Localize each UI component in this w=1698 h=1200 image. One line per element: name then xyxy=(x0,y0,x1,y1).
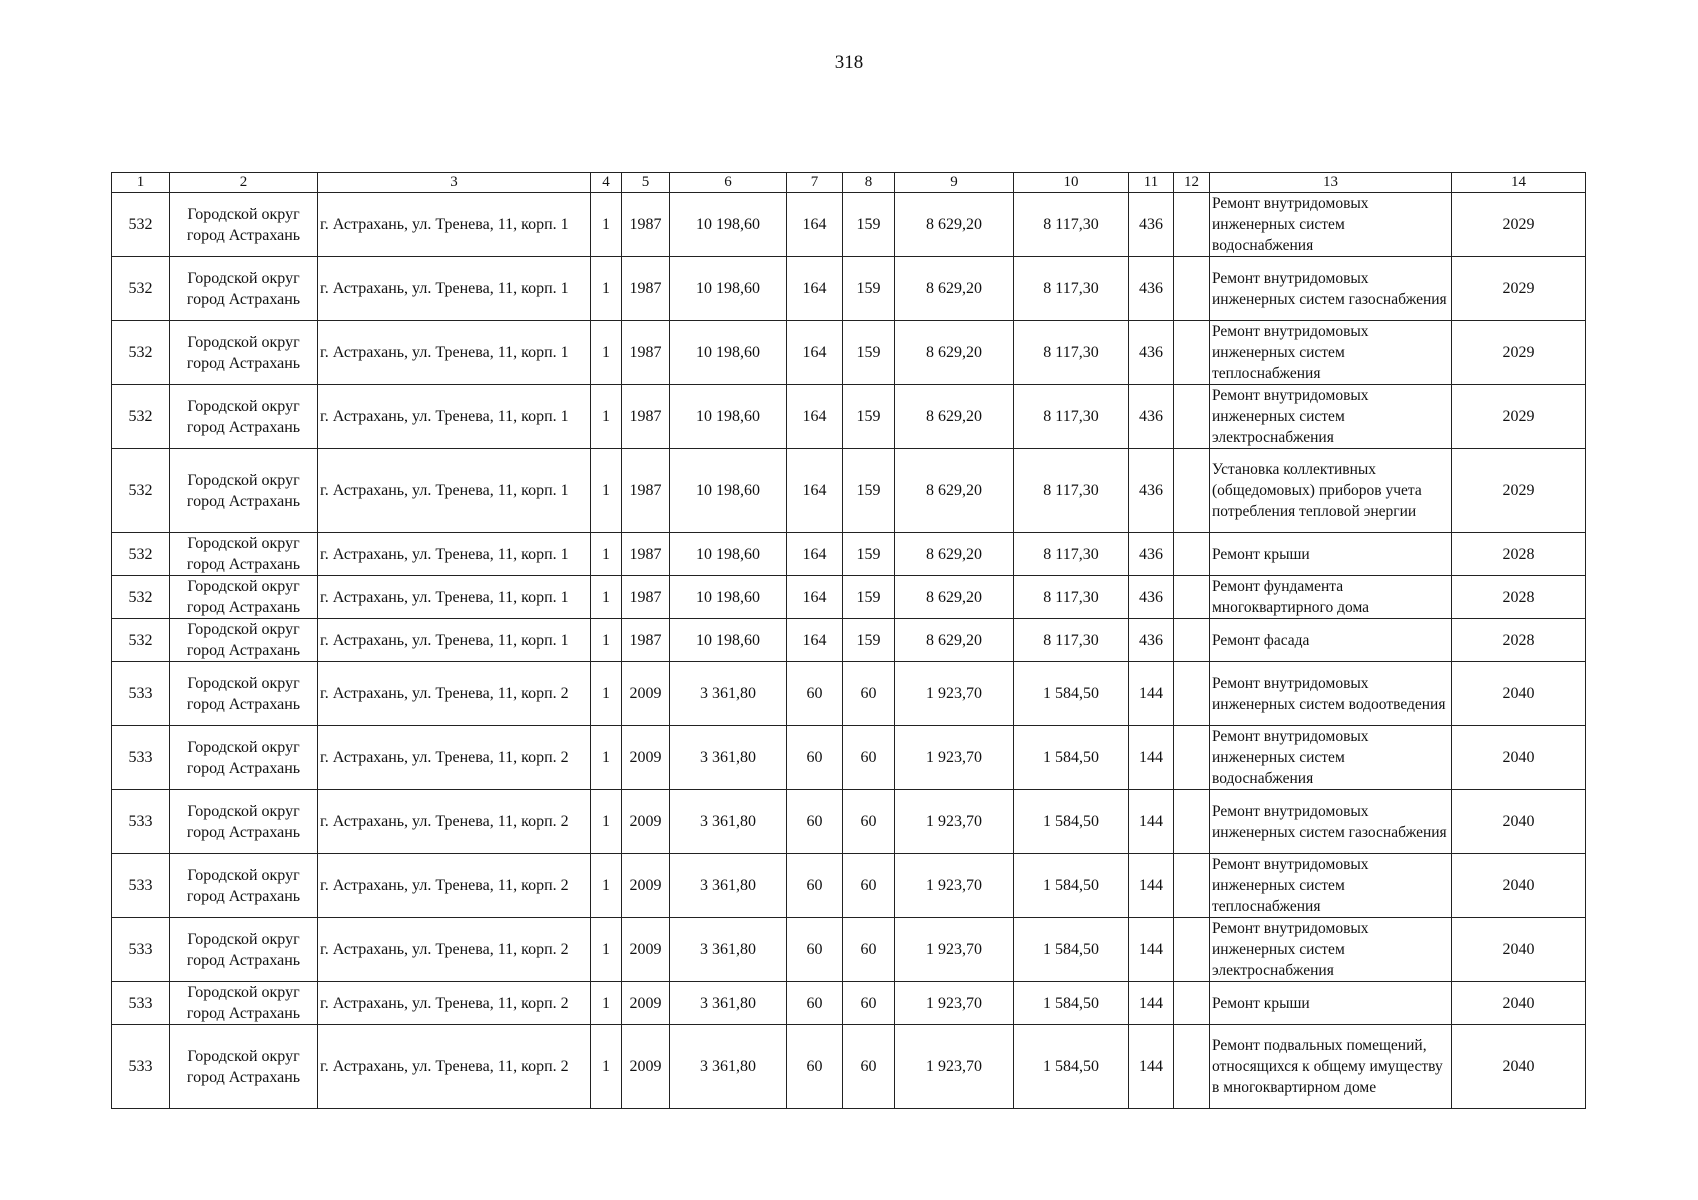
plan-year-cell: 2028 xyxy=(1452,533,1586,576)
work-type-cell: Ремонт крыши xyxy=(1210,533,1452,576)
col7-cell: 164 xyxy=(787,449,843,533)
col8-cell: 159 xyxy=(843,449,895,533)
col12-cell xyxy=(1174,854,1210,918)
municipality-cell: Городской округ город Астрахань xyxy=(170,533,318,576)
col7-cell: 60 xyxy=(787,790,843,854)
column-header: 10 xyxy=(1014,173,1129,193)
col4-cell: 1 xyxy=(591,662,622,726)
address-cell: г. Астрахань, ул. Тренева, 11, корп. 2 xyxy=(318,982,591,1025)
col7-cell: 164 xyxy=(787,619,843,662)
col7-cell: 164 xyxy=(787,385,843,449)
col4-cell: 1 xyxy=(591,385,622,449)
col7-cell: 164 xyxy=(787,321,843,385)
col9-cell: 1 923,70 xyxy=(895,982,1014,1025)
row-number-cell: 532 xyxy=(112,533,170,576)
table-row xyxy=(112,1025,1586,1109)
col4-cell: 1 xyxy=(591,790,622,854)
col9-cell: 8 629,20 xyxy=(895,193,1014,257)
col11-cell: 144 xyxy=(1129,662,1174,726)
col8-cell: 159 xyxy=(843,533,895,576)
municipality-cell: Городской округ город Астрахань xyxy=(170,662,318,726)
row-number-cell: 532 xyxy=(112,193,170,257)
address-cell: г. Астрахань, ул. Тренева, 11, корп. 2 xyxy=(318,1025,591,1109)
address-cell: г. Астрахань, ул. Тренева, 11, корп. 1 xyxy=(318,533,591,576)
column-header: 13 xyxy=(1210,173,1452,193)
col8-cell: 60 xyxy=(843,918,895,982)
plan-year-cell: 2040 xyxy=(1452,726,1586,790)
municipality-cell: Городской округ город Астрахань xyxy=(170,1025,318,1109)
col7-cell: 164 xyxy=(787,533,843,576)
col7-cell: 60 xyxy=(787,918,843,982)
col4-cell: 1 xyxy=(591,257,622,321)
col12-cell xyxy=(1174,982,1210,1025)
plan-year-cell: 2040 xyxy=(1452,662,1586,726)
col12-cell xyxy=(1174,662,1210,726)
municipality-cell: Городской округ город Астрахань xyxy=(170,576,318,619)
col12-cell xyxy=(1174,193,1210,257)
col6-cell: 10 198,60 xyxy=(670,619,787,662)
row-number-cell: 533 xyxy=(112,854,170,918)
plan-year-cell: 2040 xyxy=(1452,918,1586,982)
row-number-cell: 533 xyxy=(112,790,170,854)
col8-cell: 60 xyxy=(843,726,895,790)
col10-cell: 1 584,50 xyxy=(1014,726,1129,790)
col4-cell: 1 xyxy=(591,533,622,576)
col4-cell: 1 xyxy=(591,193,622,257)
year-cell: 2009 xyxy=(622,662,670,726)
year-cell: 1987 xyxy=(622,449,670,533)
work-type-cell: Ремонт внутридомовых инженерных систем теплоснабжения xyxy=(1210,321,1452,385)
column-header: 8 xyxy=(843,173,895,193)
plan-year-cell: 2040 xyxy=(1452,982,1586,1025)
col6-cell: 10 198,60 xyxy=(670,257,787,321)
row-number-cell: 532 xyxy=(112,385,170,449)
col4-cell: 1 xyxy=(591,1025,622,1109)
col6-cell: 3 361,80 xyxy=(670,1025,787,1109)
col7-cell: 164 xyxy=(787,576,843,619)
col6-cell: 3 361,80 xyxy=(670,662,787,726)
work-type-cell: Ремонт подвальных помещений, относящихся к общему имуществу в многоквартирном доме xyxy=(1210,1025,1452,1109)
col9-cell: 8 629,20 xyxy=(895,257,1014,321)
address-cell: г. Астрахань, ул. Тренева, 11, корп. 1 xyxy=(318,385,591,449)
table-row xyxy=(112,854,1586,918)
col12-cell xyxy=(1174,726,1210,790)
address-cell: г. Астрахань, ул. Тренева, 11, корп. 1 xyxy=(318,257,591,321)
year-cell: 1987 xyxy=(622,257,670,321)
col11-cell: 436 xyxy=(1129,449,1174,533)
col10-cell: 1 584,50 xyxy=(1014,1025,1129,1109)
column-header: 14 xyxy=(1452,173,1586,193)
col10-cell: 1 584,50 xyxy=(1014,918,1129,982)
work-type-cell: Ремонт внутридомовых инженерных систем электроснабжения xyxy=(1210,918,1452,982)
year-cell: 1987 xyxy=(622,321,670,385)
col6-cell: 10 198,60 xyxy=(670,576,787,619)
col8-cell: 60 xyxy=(843,790,895,854)
column-header: 5 xyxy=(622,173,670,193)
year-cell: 1987 xyxy=(622,576,670,619)
col9-cell: 1 923,70 xyxy=(895,790,1014,854)
year-cell: 1987 xyxy=(622,193,670,257)
plan-year-cell: 2028 xyxy=(1452,576,1586,619)
col11-cell: 144 xyxy=(1129,790,1174,854)
col9-cell: 1 923,70 xyxy=(895,662,1014,726)
address-cell: г. Астрахань, ул. Тренева, 11, корп. 2 xyxy=(318,790,591,854)
col6-cell: 10 198,60 xyxy=(670,193,787,257)
work-type-cell: Ремонт внутридомовых инженерных систем теплоснабжения xyxy=(1210,854,1452,918)
col4-cell: 1 xyxy=(591,918,622,982)
column-header: 9 xyxy=(895,173,1014,193)
col10-cell: 8 117,30 xyxy=(1014,385,1129,449)
col9-cell: 8 629,20 xyxy=(895,449,1014,533)
plan-year-cell: 2029 xyxy=(1452,321,1586,385)
row-number-cell: 533 xyxy=(112,726,170,790)
col7-cell: 60 xyxy=(787,1025,843,1109)
col9-cell: 8 629,20 xyxy=(895,619,1014,662)
row-number-cell: 532 xyxy=(112,321,170,385)
work-type-cell: Ремонт внутридомовых инженерных систем газоснабжения xyxy=(1210,790,1452,854)
municipality-cell: Городской округ город Астрахань xyxy=(170,619,318,662)
col7-cell: 164 xyxy=(787,193,843,257)
row-number-cell: 532 xyxy=(112,576,170,619)
col7-cell: 60 xyxy=(787,662,843,726)
col12-cell xyxy=(1174,449,1210,533)
col7-cell: 164 xyxy=(787,257,843,321)
col11-cell: 436 xyxy=(1129,257,1174,321)
table-row xyxy=(112,576,1586,619)
row-number-cell: 532 xyxy=(112,257,170,321)
col4-cell: 1 xyxy=(591,449,622,533)
table-row xyxy=(112,982,1586,1025)
col4-cell: 1 xyxy=(591,982,622,1025)
col9-cell: 1 923,70 xyxy=(895,918,1014,982)
col10-cell: 8 117,30 xyxy=(1014,449,1129,533)
col10-cell: 1 584,50 xyxy=(1014,854,1129,918)
col7-cell: 60 xyxy=(787,726,843,790)
col10-cell: 8 117,30 xyxy=(1014,257,1129,321)
col10-cell: 8 117,30 xyxy=(1014,321,1129,385)
address-cell: г. Астрахань, ул. Тренева, 11, корп. 2 xyxy=(318,918,591,982)
col6-cell: 3 361,80 xyxy=(670,790,787,854)
col10-cell: 1 584,50 xyxy=(1014,982,1129,1025)
municipality-cell: Городской округ город Астрахань xyxy=(170,790,318,854)
municipality-cell: Городской округ город Астрахань xyxy=(170,193,318,257)
col8-cell: 159 xyxy=(843,576,895,619)
col6-cell: 10 198,60 xyxy=(670,385,787,449)
col9-cell: 8 629,20 xyxy=(895,576,1014,619)
col8-cell: 60 xyxy=(843,982,895,1025)
col6-cell: 3 361,80 xyxy=(670,918,787,982)
address-cell: г. Астрахань, ул. Тренева, 11, корп. 1 xyxy=(318,193,591,257)
col12-cell xyxy=(1174,576,1210,619)
table-row xyxy=(112,790,1586,854)
col8-cell: 60 xyxy=(843,1025,895,1109)
col6-cell: 10 198,60 xyxy=(670,533,787,576)
municipality-cell: Городской округ город Астрахань xyxy=(170,918,318,982)
table-row xyxy=(112,662,1586,726)
col10-cell: 8 117,30 xyxy=(1014,619,1129,662)
col6-cell: 3 361,80 xyxy=(670,726,787,790)
table-row xyxy=(112,193,1586,257)
plan-year-cell: 2028 xyxy=(1452,619,1586,662)
work-type-cell: Ремонт фасада xyxy=(1210,619,1452,662)
col9-cell: 1 923,70 xyxy=(895,726,1014,790)
work-type-cell: Ремонт внутридомовых инженерных систем водоснабжения xyxy=(1210,193,1452,257)
year-cell: 2009 xyxy=(622,726,670,790)
table-row xyxy=(112,619,1586,662)
col7-cell: 60 xyxy=(787,982,843,1025)
municipality-cell: Городской округ город Астрахань xyxy=(170,449,318,533)
work-type-cell: Ремонт крыши xyxy=(1210,982,1452,1025)
col11-cell: 144 xyxy=(1129,854,1174,918)
column-header: 1 xyxy=(112,173,170,193)
column-header: 3 xyxy=(318,173,591,193)
row-number-cell: 533 xyxy=(112,662,170,726)
column-header: 12 xyxy=(1174,173,1210,193)
year-cell: 2009 xyxy=(622,1025,670,1109)
col4-cell: 1 xyxy=(591,726,622,790)
col9-cell: 8 629,20 xyxy=(895,385,1014,449)
col9-cell: 8 629,20 xyxy=(895,533,1014,576)
table-row xyxy=(112,321,1586,385)
address-cell: г. Астрахань, ул. Тренева, 11, корп. 2 xyxy=(318,726,591,790)
col11-cell: 144 xyxy=(1129,1025,1174,1109)
municipality-cell: Городской округ город Астрахань xyxy=(170,257,318,321)
col12-cell xyxy=(1174,533,1210,576)
col11-cell: 436 xyxy=(1129,385,1174,449)
row-number-cell: 533 xyxy=(112,982,170,1025)
page-number: 318 xyxy=(834,52,864,73)
table-row xyxy=(112,533,1586,576)
column-header: 4 xyxy=(591,173,622,193)
work-type-cell: Ремонт внутридомовых инженерных систем газоснабжения xyxy=(1210,257,1452,321)
year-cell: 2009 xyxy=(622,918,670,982)
column-header: 2 xyxy=(170,173,318,193)
plan-year-cell: 2029 xyxy=(1452,257,1586,321)
col8-cell: 159 xyxy=(843,619,895,662)
column-number-header-row xyxy=(112,173,1586,193)
col6-cell: 3 361,80 xyxy=(670,982,787,1025)
col8-cell: 60 xyxy=(843,662,895,726)
col12-cell xyxy=(1174,385,1210,449)
table-row xyxy=(112,385,1586,449)
municipality-cell: Городской округ город Астрахань xyxy=(170,982,318,1025)
address-cell: г. Астрахань, ул. Тренева, 11, корп. 1 xyxy=(318,576,591,619)
address-cell: г. Астрахань, ул. Тренева, 11, корп. 1 xyxy=(318,619,591,662)
plan-year-cell: 2029 xyxy=(1452,449,1586,533)
col11-cell: 436 xyxy=(1129,619,1174,662)
work-type-cell: Ремонт фундамента многоквартирного дома xyxy=(1210,576,1452,619)
col10-cell: 8 117,30 xyxy=(1014,193,1129,257)
column-header: 7 xyxy=(787,173,843,193)
municipality-cell: Городской округ город Астрахань xyxy=(170,726,318,790)
row-number-cell: 533 xyxy=(112,918,170,982)
col9-cell: 8 629,20 xyxy=(895,321,1014,385)
year-cell: 2009 xyxy=(622,982,670,1025)
address-cell: г. Астрахань, ул. Тренева, 11, корп. 1 xyxy=(318,449,591,533)
col8-cell: 60 xyxy=(843,854,895,918)
col11-cell: 436 xyxy=(1129,576,1174,619)
plan-year-cell: 2040 xyxy=(1452,790,1586,854)
col11-cell: 144 xyxy=(1129,726,1174,790)
col12-cell xyxy=(1174,790,1210,854)
col10-cell: 8 117,30 xyxy=(1014,533,1129,576)
col11-cell: 436 xyxy=(1129,321,1174,385)
col6-cell: 10 198,60 xyxy=(670,449,787,533)
col4-cell: 1 xyxy=(591,321,622,385)
work-type-cell: Установка коллективных (общедомовых) приборов учета потребления тепловой энергии xyxy=(1210,449,1452,533)
plan-year-cell: 2040 xyxy=(1452,854,1586,918)
col12-cell xyxy=(1174,321,1210,385)
col12-cell xyxy=(1174,918,1210,982)
capital-repair-table xyxy=(111,172,1586,1109)
col6-cell: 3 361,80 xyxy=(670,854,787,918)
col8-cell: 159 xyxy=(843,385,895,449)
address-cell: г. Астрахань, ул. Тренева, 11, корп. 1 xyxy=(318,321,591,385)
municipality-cell: Городской округ город Астрахань xyxy=(170,854,318,918)
plan-year-cell: 2029 xyxy=(1452,385,1586,449)
col12-cell xyxy=(1174,1025,1210,1109)
column-header: 6 xyxy=(670,173,787,193)
col10-cell: 1 584,50 xyxy=(1014,662,1129,726)
col11-cell: 436 xyxy=(1129,533,1174,576)
plan-year-cell: 2029 xyxy=(1452,193,1586,257)
col9-cell: 1 923,70 xyxy=(895,1025,1014,1109)
col4-cell: 1 xyxy=(591,576,622,619)
year-cell: 1987 xyxy=(622,533,670,576)
year-cell: 2009 xyxy=(622,790,670,854)
col8-cell: 159 xyxy=(843,193,895,257)
col4-cell: 1 xyxy=(591,854,622,918)
col9-cell: 1 923,70 xyxy=(895,854,1014,918)
municipality-cell: Городской округ город Астрахань xyxy=(170,385,318,449)
table-row xyxy=(112,257,1586,321)
year-cell: 2009 xyxy=(622,854,670,918)
row-number-cell: 532 xyxy=(112,619,170,662)
col8-cell: 159 xyxy=(843,321,895,385)
work-type-cell: Ремонт внутридомовых инженерных систем водоотведения xyxy=(1210,662,1452,726)
col12-cell xyxy=(1174,257,1210,321)
address-cell: г. Астрахань, ул. Тренева, 11, корп. 2 xyxy=(318,662,591,726)
col7-cell: 60 xyxy=(787,854,843,918)
table-row xyxy=(112,726,1586,790)
col10-cell: 8 117,30 xyxy=(1014,576,1129,619)
table-row xyxy=(112,449,1586,533)
table-body xyxy=(112,193,1586,1109)
row-number-cell: 532 xyxy=(112,449,170,533)
col4-cell: 1 xyxy=(591,619,622,662)
table-row xyxy=(112,918,1586,982)
col8-cell: 159 xyxy=(843,257,895,321)
col11-cell: 144 xyxy=(1129,918,1174,982)
col10-cell: 1 584,50 xyxy=(1014,790,1129,854)
col12-cell xyxy=(1174,619,1210,662)
work-type-cell: Ремонт внутридомовых инженерных систем водоснабжения xyxy=(1210,726,1452,790)
col11-cell: 436 xyxy=(1129,193,1174,257)
row-number-cell: 533 xyxy=(112,1025,170,1109)
year-cell: 1987 xyxy=(622,385,670,449)
col6-cell: 10 198,60 xyxy=(670,321,787,385)
column-header: 11 xyxy=(1129,173,1174,193)
plan-year-cell: 2040 xyxy=(1452,1025,1586,1109)
work-type-cell: Ремонт внутридомовых инженерных систем электроснабжения xyxy=(1210,385,1452,449)
year-cell: 1987 xyxy=(622,619,670,662)
municipality-cell: Городской округ город Астрахань xyxy=(170,321,318,385)
col11-cell: 144 xyxy=(1129,982,1174,1025)
address-cell: г. Астрахань, ул. Тренева, 11, корп. 2 xyxy=(318,854,591,918)
